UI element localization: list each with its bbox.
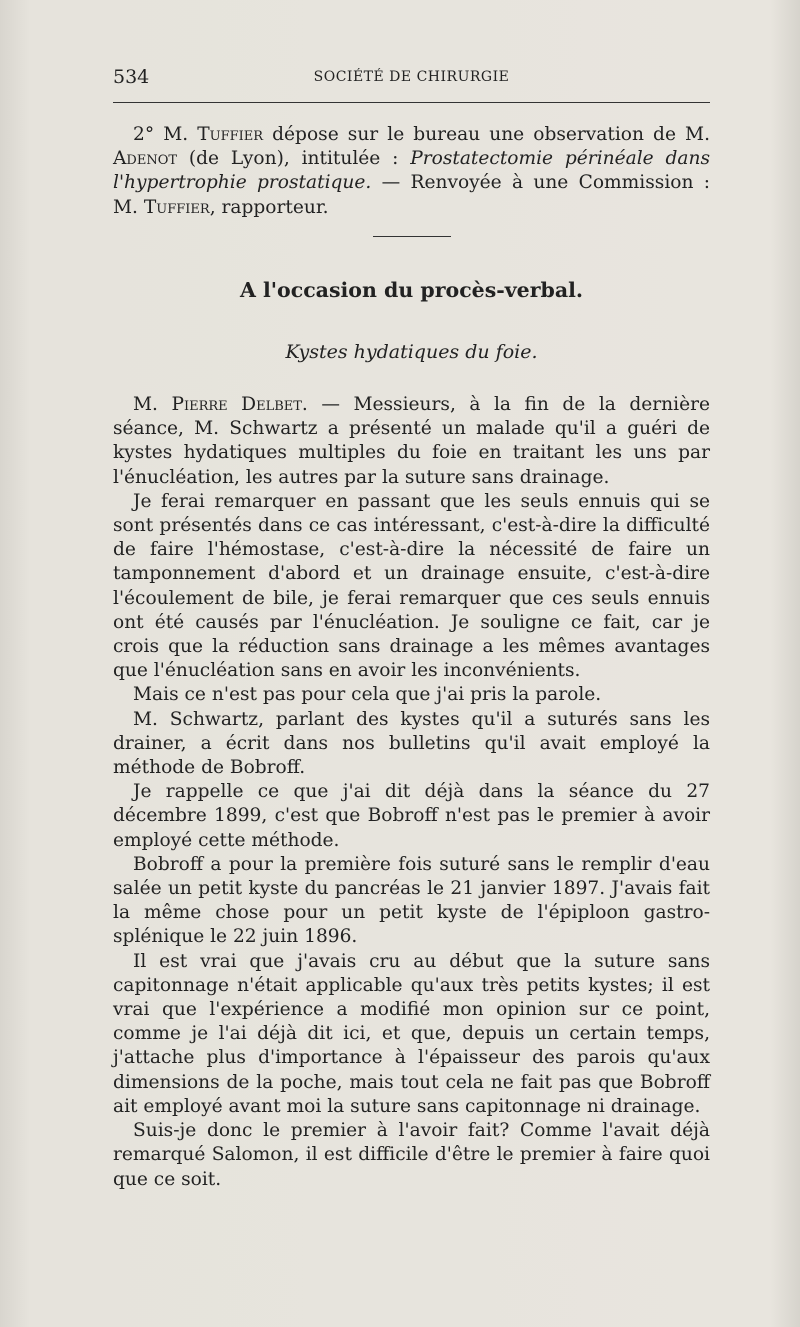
header-rule	[113, 102, 710, 103]
body-text	[113, 393, 710, 1192]
section-subtitle: Kystes hydatiques du foie.	[285, 341, 538, 363]
page-number: 534	[113, 66, 150, 88]
intro-name-rapporteur: Tuffier	[143, 196, 210, 218]
paragraph-7: Il est vrai que j'avais cru au début que la suture sans capitonnage n'était applicable qu'aux très petits kystes; il est vrai que l'expérience a modifié mon opinion sur ce point, comme je l'ai déjà dit ici, et que, depuis un certain temps, j'attache plus d'importance à l'épaisseur des parois qu'aux dimensions de la poche, mais tout cela ne fait pas que Bobroff ait employé avant moi la suture sans capitonnage ni drainage.	[113, 950, 710, 1117]
intro-paragraph	[113, 123, 710, 220]
paragraph-3: Mais ce n'est pas pour cela que j'ai pris la parole.	[133, 684, 602, 706]
intro-title-italic: Prostatectomie périnéale dans l'hypertrophie prostatique.	[113, 148, 710, 194]
intro-prefix: 2° M.	[133, 124, 198, 145]
paragraph-8: Suis-je donc le premier à l'avoir fait? Comme l'avait déjà remarqué Salomon, il est difficile d'être le premier à faire quoi que ce soit.	[113, 1120, 710, 1190]
intro-text-4: , rapporteur.	[209, 196, 329, 218]
running-title: SOCIÉTÉ DE CHIRURGIE	[313, 69, 510, 85]
paragraph-1-text: — Messieurs, à la fin de la dernière séance, M. Schwartz a présenté un malade qu'il a guéri de kystes hydatiques multiples du foie en traitant les uns par l'énucléation, les autres par la suture sans drainage.	[113, 394, 710, 488]
paragraph-5: Je rappelle ce que j'ai dit déjà dans la séance du 27 décembre 1899, c'est que Bobroff n'est pas le premier à avoir employé cette méthode.	[113, 781, 710, 851]
intro-text-3: — Renvoyée à une Commission : M.	[113, 172, 710, 218]
section-separator	[373, 236, 451, 237]
intro-name-adenot: Adenot	[113, 148, 178, 170]
intro-text-1: dépose sur le bureau une observation de M.	[263, 124, 710, 145]
paragraph-1	[113, 393, 710, 490]
paragraph-4: M. Schwartz, parlant des kystes qu'il a suturés sans les drainer, a écrit dans nos bulletins qu'il avait employé la méthode de Bobroff.	[113, 708, 710, 779]
speaker-name: M. Pierre Delbet.	[133, 394, 308, 415]
intro-name-tuffier: Tuffier	[197, 124, 264, 145]
paragraph-2: Je ferai remarquer en passant que les seuls ennuis qui se sont présentés dans ce cas intéressant, c'est-à-dire la difficulté de faire l'hémostase, c'est-à-dire la nécessité de faire un tamponnement d'abord et un drainage ensuite, c'est-à-dire l'écoulement de bile, je ferai remarquer que ces seuls ennuis ont été causés par l'énucléation. Je souligne ce fait, car je crois que la réduction sans drainage a les mêmes avantages que l'énucléation sans en avoir les inconvénients.	[113, 490, 710, 682]
section-title: A l'occasion du procès-verbal.	[239, 278, 584, 302]
intro-text-2: (de Lyon), intitulée :	[177, 148, 411, 170]
paragraph-6: Bobroff a pour la première fois suturé sans le remplir d'eau salée un petit kyste du pancréas le 21 janvier 1897. J'avais fait la même chose pour un petit kyste de l'épiploon gastro-splénique le 22 juin 1896.	[113, 853, 710, 948]
running-header	[113, 66, 710, 94]
